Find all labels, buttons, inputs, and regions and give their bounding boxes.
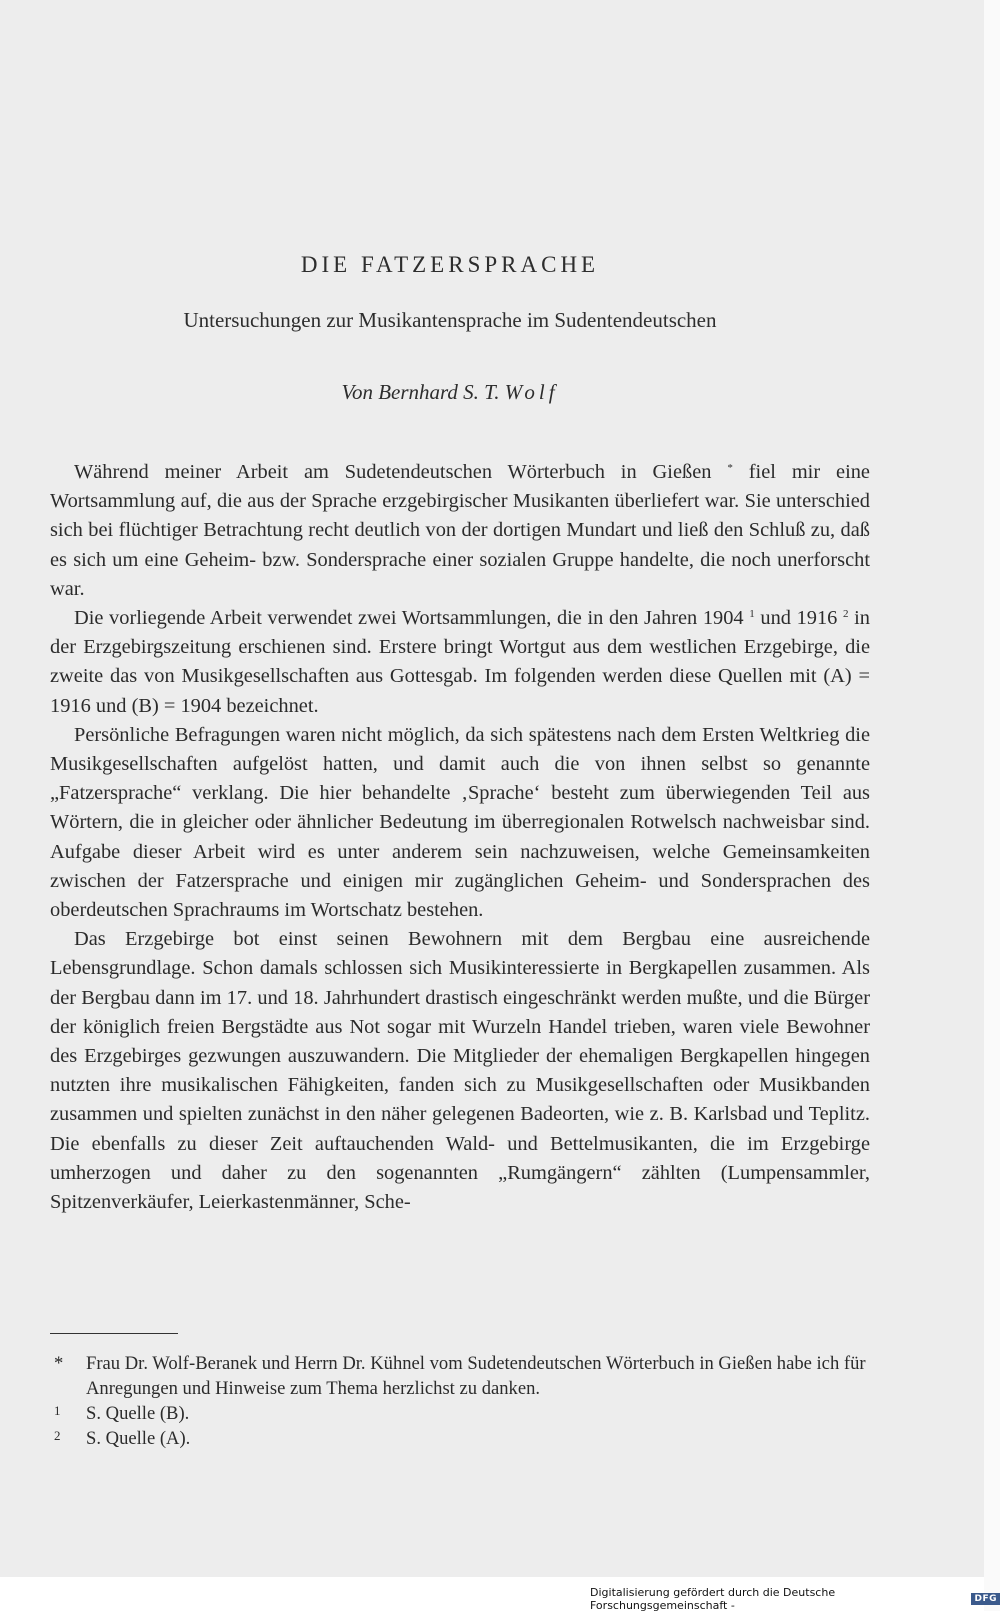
paragraph-1-text-b: fiel mir eine Wortsammlung auf, die aus der Sprache erzgebirgischer Musikanten überliefert war. Sie unterschied sich bei flüchtiger Betrachtung recht deutlich von der dortigen Mundart und ließ den Schluß zu, daß es sich um eine Geheim- bzw. Sondersprache einer sozialen Gruppe handelte, die noch unerforscht war. — [50, 461, 870, 600]
footnotes — [52, 1351, 872, 1451]
article-body — [50, 458, 870, 1217]
footnote-text: Frau Dr. Wolf-Beranek und Herrn Dr. Kühnel vom Sudetendeutschen Wörterbuch in Gießen habe ich für Anregungen und Hinweise zum Thema herzlichst zu danken. — [86, 1353, 866, 1399]
paragraph-2-text-c: in der Erzgebirgszeitung erschienen sind. Erstere bringt Wortgut aus dem westlichen Erzgebirge, die zweite das von Musikgesellschaften aus Gottesgab. Im folgenden werden diese Quellen mit (A) = 1916 und (B) = 1904 bezeichnet. — [50, 607, 870, 717]
paragraph-1 — [50, 458, 870, 604]
paragraph-2 — [50, 604, 870, 721]
author-line — [0, 380, 900, 405]
footnote-mark: * — [54, 1353, 64, 1374]
scan-margin — [984, 0, 1000, 1611]
footnote-2 — [52, 1426, 872, 1451]
footnote-ref-2: 2 — [842, 608, 849, 621]
footnote-divider — [50, 1333, 178, 1334]
article-title: DIE FATZERSPRACHE — [300, 252, 600, 277]
footnote-1 — [52, 1401, 872, 1426]
footnote-ref-1: 1 — [749, 608, 755, 621]
digitization-credit — [590, 1586, 1000, 1612]
footnote-text: S. Quelle (A). — [86, 1428, 191, 1449]
footnote-ref-star: * — [727, 462, 733, 474]
dfg-logo: DFG — [971, 1593, 1000, 1605]
credit-text: Digitalisierung gefördert durch die Deutsche Forschungsgemeinschaft - — [590, 1586, 836, 1612]
author-prefix: Von Bernhard S. T. — [341, 380, 500, 404]
footnote-mark: 1 — [54, 1403, 61, 1418]
paragraph-3: Persönliche Befragungen waren nicht möglich, da sich spätestens nach dem Ersten Weltkrieg die Musikgesellschaften aufgelöst hatten, und damit auch die von ihnen selbst so genannte „Fatzersprache“ verklang. Die hier behandelte ‚Sprache‘ besteht zum überwiegenden Teil aus Wörtern, die in gleicher oder ähnlicher Bedeutung im überregionalen Rotwelsch nachweisbar sind. Aufgabe dieser Arbeit wird es unter anderem sein nachzuweisen, welche Gemeinsamkeiten zwischen der Fatzersprache und einigen mir zugänglichen Geheim- und Sondersprachen des oberdeutschen Sprachraums im Wortschatz bestehen. — [50, 723, 870, 922]
author-surname: Wolf — [504, 380, 559, 404]
article-subtitle: Untersuchungen zur Musikantensprache im Sudentendeutschen — [183, 308, 717, 332]
paragraph-4: Das Erzgebirge bot einst seinen Bewohnern mit dem Bergbau eine ausreichende Lebensgrundlage. Schon damals schlossen sich Musikinteressierte in Bergkapellen zusammen. Als der Bergbau dann im 17. und 18. Jahrhundert drastisch eingeschränkt werden mußte, und die Bürger der königlich freien Bergstädte aus Not sogar mit Wurzeln Handel trieben, waren viele Bewohner des Erzgebirges gezwungen auszuwandern. Die Mitglieder der ehemaligen Bergkapellen hingegen nutzten ihre musikalischen Fähigkeiten, fanden sich zu Musikgesellschaften oder Musikbanden zusammen und spielten zunächst in den näher gelegenen Badeorten, wie z. B. Karlsbad und Teplitz. Die ebenfalls zu dieser Zeit auftauchenden Wald- und Bettelmusikanten, die im Erzgebirge umherzogen und daher zu den sogenannten „Rumgängern“ zählten (Lumpensammler, Spitzenverkäufer, Leierkastenmänner, Sche- — [50, 928, 870, 1214]
paragraph-2-text-b: und 1916 — [760, 607, 838, 630]
footnote-mark: 2 — [54, 1428, 61, 1443]
paragraph-1-text-a: Während meiner Arbeit am Sudetendeutschen Wörterbuch in Gießen — [74, 461, 712, 483]
footnote-star — [52, 1351, 872, 1401]
paragraph-2-text-a: Die vorliegende Arbeit verwendet zwei Wortsammlungen, die in den Jahren 1904 — [74, 607, 744, 630]
footnote-text: S. Quelle (B). — [86, 1403, 190, 1424]
